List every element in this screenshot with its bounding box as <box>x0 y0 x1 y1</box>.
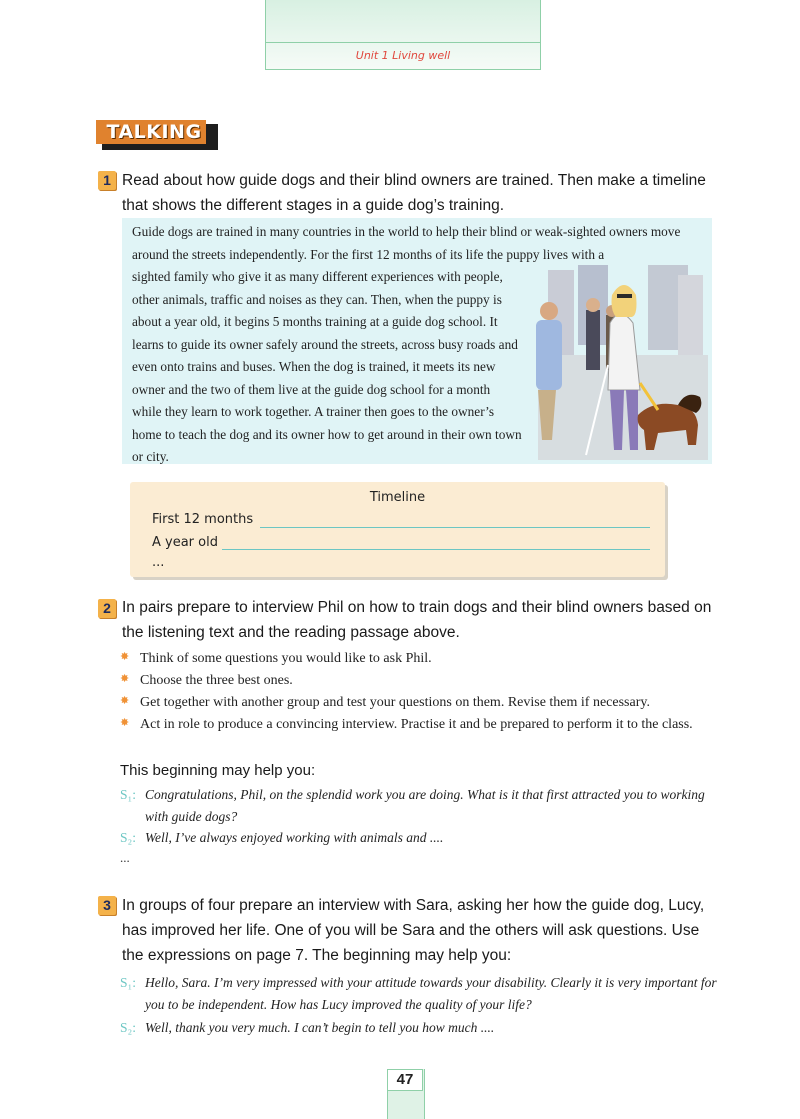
dialogue-text: Well, thank you very much. I can’t begin to tell you how much .... <box>145 1020 495 1035</box>
bullet-icon: ✸ <box>120 651 130 663</box>
question-1-instruction: Read about how guide dogs and their blind owners are trained. Then make a timeline that shows the different stages in a guide dog’s training. <box>122 172 706 214</box>
header-divider <box>266 42 540 43</box>
speaker-label: S₂: <box>120 1020 136 1035</box>
reading-text-top: Guide dogs are trained in many countries in the world to help their blind or weak-sighted owners move around the streets independently. For the first 12 months of its life the puppy lives with a <box>132 224 681 262</box>
speaker-label: S₁: <box>120 975 136 990</box>
reading-text-rest: sighted family who give it as many different experiences with people, other animals, traffic and noises as they can. Then, when the puppy is about a year old, it begins 5 months training at a guide dog school. It learns to guide its owner safely around the streets, across busy roads and even onto trains and buses. When the dog is trained, it meets its new owner and the two of them live at the guide dog school for a month while they learn to work together. A trainer then goes to the owner’s home to teach the dog and its owner how to get around in their own town or city. <box>132 269 522 464</box>
page-number: 47 <box>387 1069 423 1091</box>
bullet-icon: ✸ <box>120 695 130 707</box>
speaker-label: S₁: <box>120 787 136 802</box>
help-label: This beginning may help you: <box>120 762 316 779</box>
question-2-instruction: In pairs prepare to interview Phil on how to train dogs and their blind owners based on the listening text and the reading passage above. <box>122 599 712 641</box>
bullet-text: Act in role to produce a convincing interview. Practise it and be prepared to perform it to the class. <box>140 717 693 732</box>
dialogue-text: Congratulations, Phil, on the splendid work you are doing. What is it that first attracted you to working with guide dogs? <box>145 787 705 824</box>
section-badge <box>96 120 218 150</box>
question-number-2: 2 <box>98 599 116 618</box>
timeline-row-1: First 12 months <box>152 512 254 527</box>
timeline-answer-line-2[interactable] <box>222 549 650 550</box>
bullet-text: Think of some questions you would like to ask Phil. <box>140 651 432 666</box>
bullet-icon: ✸ <box>120 673 130 685</box>
bullet-text: Get together with another group and test your questions on them. Revise them if necessary. <box>140 695 650 710</box>
ellipsis: ... <box>120 850 130 865</box>
bullet-text: Choose the three best ones. <box>140 673 293 688</box>
timeline-answer-line-1[interactable] <box>260 527 650 528</box>
timeline-title: Timeline <box>369 490 426 505</box>
timeline-row-2: A year old <box>152 535 218 550</box>
timeline-row-3: ... <box>152 555 165 570</box>
question-number-3: 3 <box>98 896 116 915</box>
dialogue-text: Hello, Sara. I’m very impressed with your attitude towards your disability. Clearly it is very important for you to be independent. How has Lucy improved the quality of your life? <box>145 975 717 1012</box>
unit-title: Unit 1 Living well <box>355 49 451 62</box>
section-title: TALKING <box>106 121 202 143</box>
bullet-icon: ✸ <box>120 717 130 729</box>
timeline-box <box>130 482 665 577</box>
question-number-1: 1 <box>98 171 116 190</box>
guide-dog-illustration <box>528 265 708 460</box>
unit-header-tab <box>265 0 541 70</box>
dialogue-text: Well, I’ve always enjoyed working with animals and .... <box>145 830 444 845</box>
speaker-label: S₂: <box>120 830 136 845</box>
question-3-instruction: In groups of four prepare an interview with Sara, asking her how the guide dog, Lucy, has improved her life. One of you will be Sara and the others will ask questions. Use the expressions on page 7. The beginning may help you: <box>122 897 705 964</box>
